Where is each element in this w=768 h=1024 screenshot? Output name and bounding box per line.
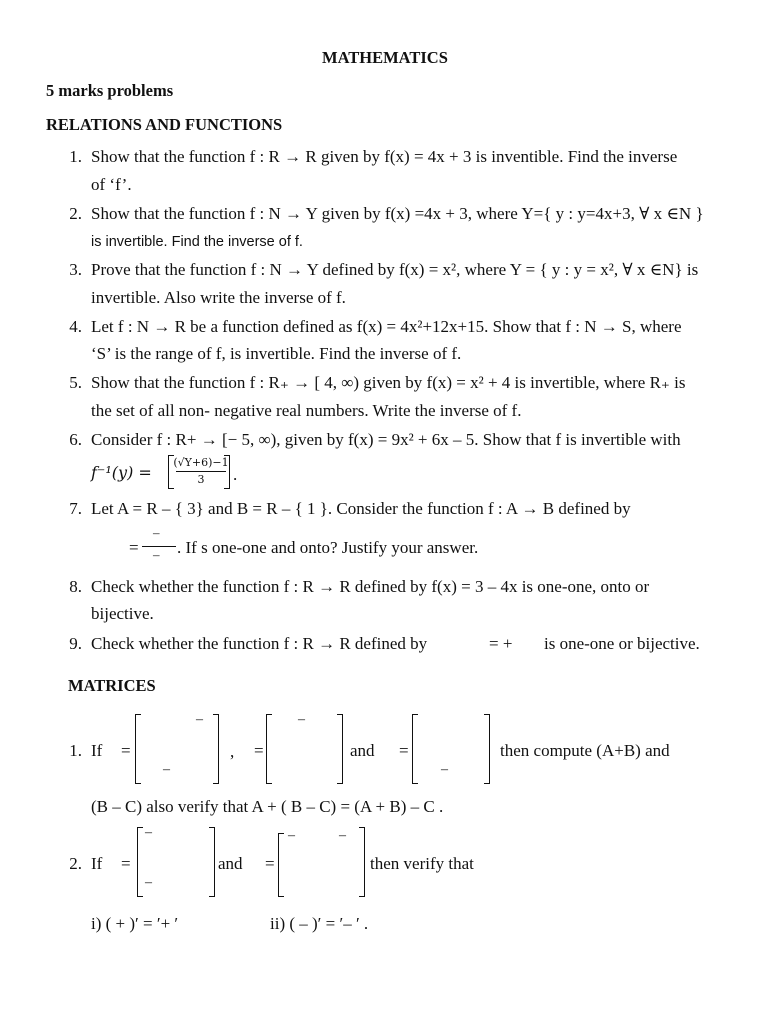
section-heading-matrices: MATRICES [68, 676, 156, 695]
right-bracket [224, 455, 230, 489]
fraction-bar [176, 471, 226, 472]
left-bracket [412, 714, 418, 784]
right-bracket [359, 827, 365, 897]
left-bracket [137, 827, 143, 897]
if-label: If [91, 854, 103, 873]
comma: , [230, 742, 235, 761]
matrix-entry: – [441, 762, 448, 777]
question-number: 3. [69, 260, 82, 279]
matrix-entry: – [145, 875, 152, 890]
question-text-line1a: Check whether the function f : R → R defined by [91, 634, 428, 653]
equals-sign: = [121, 854, 131, 873]
question-number: 2. [69, 854, 82, 873]
question-text-line1b: is one-one or bijective. [544, 634, 700, 653]
inverse-formula-fraction [168, 453, 232, 489]
equals-sign: = [265, 854, 275, 873]
right-bracket [213, 714, 219, 784]
question-text-line2: is invertible. Find the inverse of f. [91, 234, 303, 250]
formula-denominator: 3 [197, 473, 205, 486]
question-number: 1. [69, 741, 82, 760]
question-number: 7. [69, 499, 82, 518]
inverse-formula-lhs: f⁻¹(y) = [91, 463, 152, 482]
question-text-line1: Show that the function f : R₊ → [ 4, ∞) given by f(x) = x² + 4 is invertible, where R₊ is [91, 373, 686, 392]
right-bracket [484, 714, 490, 784]
matrix-entry: – [288, 828, 295, 843]
question-text-line1: Let A = R – { 3} and B = R – { 1 }. Consider the function f : A → B defined by [91, 499, 631, 518]
right-bracket [209, 827, 215, 897]
question-text-line2: . If s one-one and onto? Justify your answer. [177, 538, 479, 557]
fraction-bottom: – [153, 547, 160, 562]
question-number: 1. [69, 147, 82, 166]
matrix-entry: – [163, 762, 170, 777]
question-text-line1: Show that the function f : N → Y given by f(x) =4x + 3, where Y={ y : y=4x+3, ∀ x ∈N } [91, 204, 704, 223]
question-text-line1: Check whether the function f : R → R defined by f(x) = 3 – 4x is one-one, onto or [91, 577, 650, 596]
and-label: and [218, 854, 243, 873]
formula-numerator: (√Y+6)−1 [173, 456, 229, 469]
equals-sign: = [129, 538, 139, 557]
equals-sign: = [399, 741, 409, 760]
matrix-entry: – [339, 828, 346, 843]
left-bracket [278, 833, 284, 897]
question-number: 9. [69, 634, 82, 653]
right-bracket [337, 714, 343, 784]
question-number: 2. [69, 204, 82, 223]
question-text-line1: Consider f : R+ → [− 5, ∞), given by f(x) = 9x² + 6x – 5. Show that f is invertible with [91, 430, 681, 449]
question-text-line2: of ‘f’. [91, 175, 132, 194]
equals-sign: = [121, 741, 131, 760]
question-text-line2: (B – C) also verify that A + ( B – C) = (A + B) – C . [91, 797, 444, 816]
question-number: 6. [69, 430, 82, 449]
question-text-line2: bijective. [91, 604, 154, 623]
matrix-entry: – [196, 712, 203, 727]
question-number: 4. [69, 317, 82, 336]
page-title: MATHEMATICS [322, 48, 448, 67]
question-text-tail: then compute (A+B) and [500, 741, 670, 760]
equals-sign: = [254, 741, 264, 760]
question-text-line1: Show that the function f : R → R given by f(x) = 4x + 3 is inventible. Find the inverse [91, 147, 678, 166]
subtitle: 5 marks problems [46, 81, 174, 100]
and-label: and [350, 741, 375, 760]
question-text-line1: Let f : N → R be a function defined as f(x) = 4x²+12x+15. Show that f : N → S, where [91, 317, 682, 336]
question-text-line2: invertible. Also write the inverse of f. [91, 288, 346, 307]
question-text-line2: ‘S’ is the range of f, is invertible. Find the inverse of f. [91, 344, 462, 363]
question-text-line1: Prove that the function f : N → Y defined by f(x) = x², where Y = { y : y = x², ∀ x ∈N} is [91, 260, 699, 279]
property-1: i) ( + )′ = ′+ ′ [91, 914, 179, 933]
if-label: If [91, 741, 103, 760]
question-text-tail: then verify that [370, 854, 474, 873]
property-2: ii) ( – )′ = ′– ′ . [270, 914, 369, 933]
question-text-line2: the set of all non- negative real numbers. Write the inverse of f. [91, 401, 522, 420]
matrix-entry: – [298, 712, 305, 727]
matrix-entry: – [145, 825, 152, 840]
formula-period: . [233, 465, 238, 484]
question-number: 5. [69, 373, 82, 392]
question-number: 8. [69, 577, 82, 596]
question-formula-mid: = + [489, 634, 513, 653]
fraction-top: – [153, 525, 160, 540]
left-bracket [135, 714, 141, 784]
section-heading-relations: RELATIONS AND FUNCTIONS [46, 115, 283, 134]
left-bracket [266, 714, 272, 784]
